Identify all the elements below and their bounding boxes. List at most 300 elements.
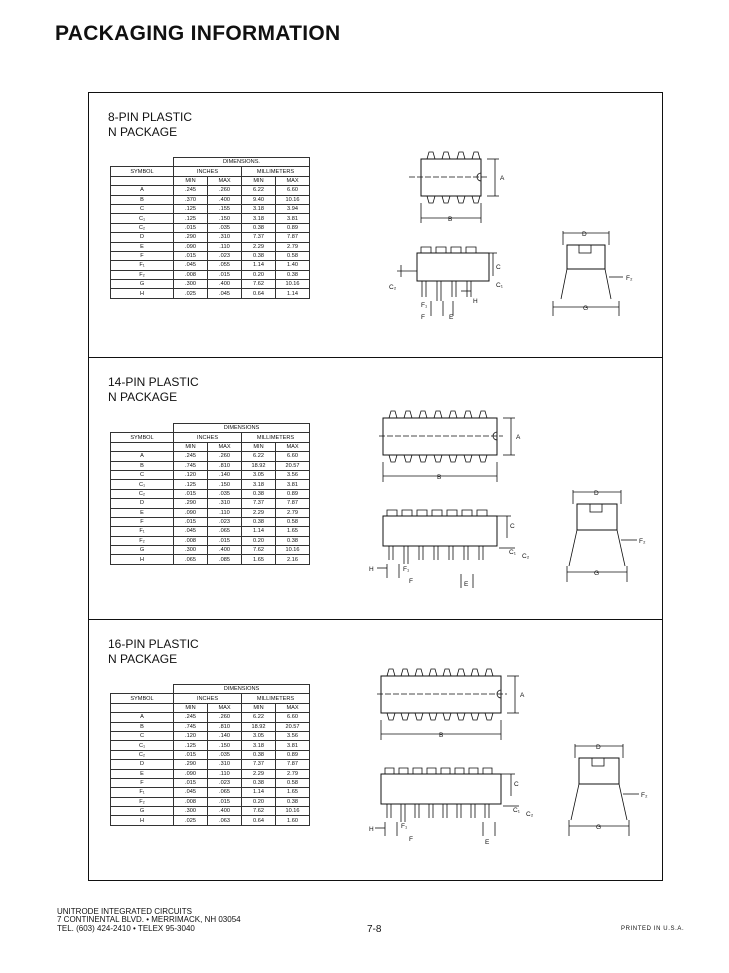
value-cell: 7.37 xyxy=(242,760,276,769)
value-cell: 2.79 xyxy=(276,508,310,517)
dim-label-c1: C₁ xyxy=(509,549,516,556)
table-row xyxy=(111,270,310,279)
symbol-cell: C₁ xyxy=(111,214,174,223)
symbol-cell: G xyxy=(111,546,174,555)
value-cell: .125 xyxy=(174,204,208,213)
side-view xyxy=(377,510,515,588)
dimensions-header: DIMENSIONS. xyxy=(174,158,310,167)
packages-frame xyxy=(88,92,663,881)
value-cell: 7.87 xyxy=(276,499,310,508)
dim-label-h: H xyxy=(369,566,374,573)
table-row xyxy=(111,489,310,498)
value-cell: .035 xyxy=(208,223,242,232)
min-header: MIN xyxy=(174,442,208,451)
value-cell: .090 xyxy=(174,769,208,778)
value-cell: 0.58 xyxy=(276,778,310,787)
dim-label-h: H xyxy=(473,298,478,305)
millimeters-header: MILLIMETERS xyxy=(242,167,310,176)
dimensions-table xyxy=(110,423,310,565)
symbol-cell: F xyxy=(111,251,174,260)
value-cell: 1.60 xyxy=(276,816,310,825)
value-cell: .090 xyxy=(174,242,208,251)
symbol-cell: C₁ xyxy=(111,480,174,489)
value-cell: 6.60 xyxy=(276,452,310,461)
value-cell: .300 xyxy=(174,807,208,816)
value-cell: 0.20 xyxy=(242,536,276,545)
symbol-cell: B xyxy=(111,461,174,470)
dim-label-c: C xyxy=(496,264,501,271)
table-row xyxy=(111,186,310,195)
table-row xyxy=(111,797,310,806)
dimensions-header: DIMENSIONS xyxy=(174,424,310,433)
value-cell: 3.81 xyxy=(276,480,310,489)
value-cell: 7.62 xyxy=(242,280,276,289)
value-cell: 0.38 xyxy=(242,223,276,232)
table-row xyxy=(111,289,310,298)
table-row xyxy=(111,508,310,517)
value-cell: .125 xyxy=(174,214,208,223)
value-cell: 2.79 xyxy=(276,769,310,778)
value-cell: 1.14 xyxy=(242,527,276,536)
symbol-cell: C xyxy=(111,204,174,213)
value-cell: .015 xyxy=(174,489,208,498)
max-header: MAX xyxy=(208,703,242,712)
value-cell: 0.38 xyxy=(276,536,310,545)
symbol-cell: E xyxy=(111,769,174,778)
value-cell: .150 xyxy=(208,480,242,489)
value-cell: .400 xyxy=(208,807,242,816)
value-cell: .110 xyxy=(208,242,242,251)
symbol-cell: C₁ xyxy=(111,741,174,750)
dim-label-h: H xyxy=(369,826,374,833)
package-title: 16-PIN PLASTIC N PACKAGE xyxy=(108,637,199,666)
millimeters-header: MILLIMETERS xyxy=(242,694,310,703)
symbol-cell: D xyxy=(111,760,174,769)
value-cell: .015 xyxy=(174,750,208,759)
symbol-cell: C xyxy=(111,731,174,740)
value-cell: .745 xyxy=(174,722,208,731)
inches-header: INCHES xyxy=(174,694,242,703)
max-header: MAX xyxy=(276,442,310,451)
package-section-8-pin xyxy=(89,93,662,357)
value-cell: 7.87 xyxy=(276,233,310,242)
symbol-cell: H xyxy=(111,816,174,825)
dim-label-c2: C₂ xyxy=(389,284,397,291)
table-header-row xyxy=(111,694,310,703)
value-cell: .065 xyxy=(208,788,242,797)
table-row xyxy=(111,555,310,564)
dim-label-f2: F₂ xyxy=(641,792,648,799)
symbol-cell: F₂ xyxy=(111,536,174,545)
dim-label-d: D xyxy=(596,744,601,751)
value-cell: .120 xyxy=(174,470,208,479)
value-cell: 10.16 xyxy=(276,280,310,289)
value-cell: 10.16 xyxy=(276,807,310,816)
end-view xyxy=(567,490,637,582)
table-header-row xyxy=(111,158,310,167)
dim-label-e: E xyxy=(485,839,490,846)
value-cell: 3.18 xyxy=(242,480,276,489)
table-row xyxy=(111,517,310,526)
value-cell: 1.65 xyxy=(242,555,276,564)
value-cell: 3.18 xyxy=(242,741,276,750)
value-cell: .260 xyxy=(208,452,242,461)
value-cell: 0.89 xyxy=(276,223,310,232)
value-cell: .140 xyxy=(208,731,242,740)
value-cell: 7.37 xyxy=(242,233,276,242)
end-view xyxy=(553,231,623,316)
value-cell: .810 xyxy=(208,722,242,731)
table-row xyxy=(111,480,310,489)
symbol-cell: F₂ xyxy=(111,797,174,806)
table-header-row xyxy=(111,424,310,433)
value-cell: .015 xyxy=(174,251,208,260)
min-header: MIN xyxy=(174,176,208,185)
table-row xyxy=(111,750,310,759)
value-cell: .008 xyxy=(174,797,208,806)
dim-label-c1: C₁ xyxy=(496,282,503,289)
dim-label-e: E xyxy=(464,581,469,588)
dim-label-e: E xyxy=(449,314,454,321)
value-cell: 0.64 xyxy=(242,816,276,825)
dim-label-b: B xyxy=(437,474,442,481)
table-row xyxy=(111,242,310,251)
table-row xyxy=(111,546,310,555)
value-cell: .035 xyxy=(208,489,242,498)
symbol-header: SYMBOL xyxy=(111,167,174,176)
value-cell: 1.40 xyxy=(276,261,310,270)
millimeters-header: MILLIMETERS xyxy=(242,433,310,442)
value-cell: .310 xyxy=(208,233,242,242)
value-cell: 18.92 xyxy=(242,461,276,470)
table-header-row xyxy=(111,442,310,451)
min-header: MIN xyxy=(242,703,276,712)
value-cell: 7.62 xyxy=(242,807,276,816)
value-cell: 3.05 xyxy=(242,470,276,479)
table-row xyxy=(111,499,310,508)
dim-label-a: A xyxy=(516,434,521,441)
value-cell: 0.38 xyxy=(276,270,310,279)
max-header: MAX xyxy=(276,703,310,712)
value-cell: .245 xyxy=(174,452,208,461)
value-cell: 1.14 xyxy=(276,289,310,298)
value-cell: .810 xyxy=(208,461,242,470)
value-cell: .045 xyxy=(174,788,208,797)
value-cell: .025 xyxy=(174,816,208,825)
dimensions-header: DIMENSIONS xyxy=(174,685,310,694)
value-cell: 6.22 xyxy=(242,186,276,195)
value-cell: 10.16 xyxy=(276,195,310,204)
table-header-row xyxy=(111,703,310,712)
value-cell: 3.56 xyxy=(276,470,310,479)
value-cell: 1.65 xyxy=(276,527,310,536)
table-row xyxy=(111,251,310,260)
dim-label-g: G xyxy=(583,305,589,312)
value-cell: .125 xyxy=(174,741,208,750)
printed-note: PRINTED IN U.S.A. xyxy=(621,926,685,932)
value-cell: .110 xyxy=(208,508,242,517)
value-cell: 0.89 xyxy=(276,489,310,498)
dim-label-a: A xyxy=(500,175,505,182)
table-row xyxy=(111,731,310,740)
table-row xyxy=(111,788,310,797)
value-cell: 3.94 xyxy=(276,204,310,213)
dim-label-d: D xyxy=(594,490,599,497)
dim-label-f2: F₂ xyxy=(639,538,646,545)
dim-label-c: C xyxy=(514,781,519,788)
value-cell: 0.58 xyxy=(276,251,310,260)
dim-label-f1: F₁ xyxy=(403,566,410,573)
symbol-cell: F₁ xyxy=(111,788,174,797)
value-cell: 9.40 xyxy=(242,195,276,204)
value-cell: 0.38 xyxy=(242,251,276,260)
symbol-cell: C₂ xyxy=(111,223,174,232)
symbol-cell: F₁ xyxy=(111,527,174,536)
value-cell: .300 xyxy=(174,280,208,289)
value-cell: 2.29 xyxy=(242,508,276,517)
dim-label-f1: F₁ xyxy=(401,823,408,830)
value-cell: 1.65 xyxy=(276,788,310,797)
value-cell: .120 xyxy=(174,731,208,740)
table-row xyxy=(111,214,310,223)
value-cell: 7.87 xyxy=(276,760,310,769)
package-drawing xyxy=(369,656,659,866)
max-header: MAX xyxy=(208,176,242,185)
value-cell: 20.57 xyxy=(276,722,310,731)
table-row xyxy=(111,536,310,545)
dim-label-c1: C₁ xyxy=(513,807,520,814)
table-row xyxy=(111,760,310,769)
symbol-cell: F xyxy=(111,778,174,787)
table-row xyxy=(111,195,310,204)
value-cell: 10.16 xyxy=(276,546,310,555)
table-row xyxy=(111,713,310,722)
dim-label-g: G xyxy=(594,570,600,577)
value-cell: .400 xyxy=(208,546,242,555)
company-address: UNITRODE INTEGRATED CIRCUITS 7 CONTINENTAL BLVD. • MERRIMACK, NH 03054 TEL. (603) 424-2410 • TELEX 95-3040 xyxy=(57,907,241,933)
symbol-cell: G xyxy=(111,807,174,816)
dim-label-g: G xyxy=(596,824,602,831)
table-row xyxy=(111,233,310,242)
symbol-cell: A xyxy=(111,452,174,461)
value-cell: .015 xyxy=(174,223,208,232)
value-cell: .110 xyxy=(208,769,242,778)
symbol-cell: F xyxy=(111,517,174,526)
value-cell: 0.38 xyxy=(242,750,276,759)
dim-label-f1: F₁ xyxy=(421,302,428,309)
symbol-cell: D xyxy=(111,499,174,508)
value-cell: .140 xyxy=(208,470,242,479)
value-cell: 3.56 xyxy=(276,731,310,740)
value-cell: .008 xyxy=(174,270,208,279)
dim-label-f: F xyxy=(409,836,413,843)
value-cell: 6.60 xyxy=(276,186,310,195)
symbol-cell: H xyxy=(111,289,174,298)
package-title: 8-PIN PLASTIC N PACKAGE xyxy=(108,110,193,139)
value-cell: .065 xyxy=(208,527,242,536)
value-cell: 6.22 xyxy=(242,452,276,461)
symbol-cell: F₁ xyxy=(111,261,174,270)
value-cell: .245 xyxy=(174,713,208,722)
value-cell: 6.60 xyxy=(276,713,310,722)
min-header: MIN xyxy=(242,176,276,185)
value-cell: 0.38 xyxy=(242,517,276,526)
max-header: MAX xyxy=(276,176,310,185)
table-row xyxy=(111,470,310,479)
value-cell: .065 xyxy=(174,555,208,564)
value-cell: .245 xyxy=(174,186,208,195)
value-cell: 1.14 xyxy=(242,261,276,270)
dim-label-d: D xyxy=(582,231,587,238)
dim-label-a: A xyxy=(520,692,525,699)
value-cell: 0.38 xyxy=(242,489,276,498)
value-cell: .045 xyxy=(174,261,208,270)
value-cell: .290 xyxy=(174,760,208,769)
symbol-cell: A xyxy=(111,186,174,195)
inches-header: INCHES xyxy=(174,433,242,442)
value-cell: 3.81 xyxy=(276,214,310,223)
value-cell: .063 xyxy=(208,816,242,825)
value-cell: .090 xyxy=(174,508,208,517)
table-row xyxy=(111,769,310,778)
value-cell: .023 xyxy=(208,517,242,526)
value-cell: .290 xyxy=(174,499,208,508)
value-cell: .150 xyxy=(208,214,242,223)
min-header: MIN xyxy=(242,442,276,451)
value-cell: .023 xyxy=(208,251,242,260)
package-drawing xyxy=(369,398,659,608)
dim-label-f: F xyxy=(409,578,413,585)
value-cell: 7.62 xyxy=(242,546,276,555)
table-header-row xyxy=(111,176,310,185)
table-header-row xyxy=(111,685,310,694)
symbol-cell: E xyxy=(111,242,174,251)
value-cell: .055 xyxy=(208,261,242,270)
package-drawing xyxy=(369,141,659,341)
value-cell: .085 xyxy=(208,555,242,564)
value-cell: .400 xyxy=(208,280,242,289)
symbol-header: SYMBOL xyxy=(111,694,174,703)
value-cell: .745 xyxy=(174,461,208,470)
value-cell: .310 xyxy=(208,760,242,769)
symbol-cell: F₂ xyxy=(111,270,174,279)
value-cell: .015 xyxy=(208,536,242,545)
value-cell: .155 xyxy=(208,204,242,213)
value-cell: 7.37 xyxy=(242,499,276,508)
value-cell: 2.29 xyxy=(242,769,276,778)
symbol-cell: B xyxy=(111,722,174,731)
value-cell: 1.14 xyxy=(242,788,276,797)
table-row xyxy=(111,722,310,731)
symbol-cell: C₂ xyxy=(111,489,174,498)
dim-label-c2: C₂ xyxy=(526,811,534,818)
package-section-16-pin xyxy=(89,619,662,881)
value-cell: 0.20 xyxy=(242,797,276,806)
value-cell: .025 xyxy=(174,289,208,298)
side-view xyxy=(375,768,519,836)
max-header: MAX xyxy=(208,442,242,451)
value-cell: 3.18 xyxy=(242,214,276,223)
top-view xyxy=(377,669,519,740)
value-cell: .260 xyxy=(208,713,242,722)
table-row xyxy=(111,280,310,289)
symbol-cell: H xyxy=(111,555,174,564)
package-section-14-pin xyxy=(89,357,662,619)
value-cell: .125 xyxy=(174,480,208,489)
dim-label-b: B xyxy=(439,732,444,739)
table-row xyxy=(111,816,310,825)
value-cell: 0.38 xyxy=(242,778,276,787)
inches-header: INCHES xyxy=(174,167,242,176)
value-cell: .370 xyxy=(174,195,208,204)
value-cell: 2.29 xyxy=(242,242,276,251)
value-cell: 0.58 xyxy=(276,517,310,526)
table-row xyxy=(111,778,310,787)
value-cell: .015 xyxy=(174,778,208,787)
symbol-header: SYMBOL xyxy=(111,433,174,442)
dim-label-c: C xyxy=(510,523,515,530)
symbol-cell: C xyxy=(111,470,174,479)
value-cell: .260 xyxy=(208,186,242,195)
table-row xyxy=(111,223,310,232)
value-cell: 0.20 xyxy=(242,270,276,279)
dimensions-table xyxy=(110,684,310,826)
table-row xyxy=(111,461,310,470)
value-cell: .400 xyxy=(208,195,242,204)
table-header-row xyxy=(111,433,310,442)
value-cell: 2.16 xyxy=(276,555,310,564)
value-cell: 0.64 xyxy=(242,289,276,298)
dim-label-f2: F₂ xyxy=(626,275,633,282)
value-cell: 2.79 xyxy=(276,242,310,251)
package-title: 14-PIN PLASTIC N PACKAGE xyxy=(108,375,199,404)
side-view xyxy=(397,247,497,316)
dim-label-c2: C₂ xyxy=(522,553,530,560)
value-cell: 18.92 xyxy=(242,722,276,731)
table-row xyxy=(111,741,310,750)
value-cell: 3.81 xyxy=(276,741,310,750)
symbol-cell: A xyxy=(111,713,174,722)
value-cell: .015 xyxy=(208,797,242,806)
value-cell: .310 xyxy=(208,499,242,508)
value-cell: 3.05 xyxy=(242,731,276,740)
table-row xyxy=(111,807,310,816)
dimensions-table xyxy=(110,157,310,299)
value-cell: .045 xyxy=(174,527,208,536)
value-cell: .150 xyxy=(208,741,242,750)
table-row xyxy=(111,261,310,270)
value-cell: .015 xyxy=(208,270,242,279)
value-cell: .290 xyxy=(174,233,208,242)
symbol-cell: C₂ xyxy=(111,750,174,759)
page-number: 7-8 xyxy=(367,924,382,935)
value-cell: 0.89 xyxy=(276,750,310,759)
value-cell: .300 xyxy=(174,546,208,555)
symbol-cell: D xyxy=(111,233,174,242)
value-cell: .023 xyxy=(208,778,242,787)
table-header-row xyxy=(111,167,310,176)
value-cell: 20.57 xyxy=(276,461,310,470)
symbol-cell: G xyxy=(111,280,174,289)
end-view xyxy=(569,744,639,836)
min-header: MIN xyxy=(174,703,208,712)
value-cell: .008 xyxy=(174,536,208,545)
page-title: PACKAGING INFORMATION xyxy=(55,22,341,45)
table-row xyxy=(111,204,310,213)
symbol-cell: E xyxy=(111,508,174,517)
dim-label-b: B xyxy=(448,216,453,223)
value-cell: 0.38 xyxy=(276,797,310,806)
